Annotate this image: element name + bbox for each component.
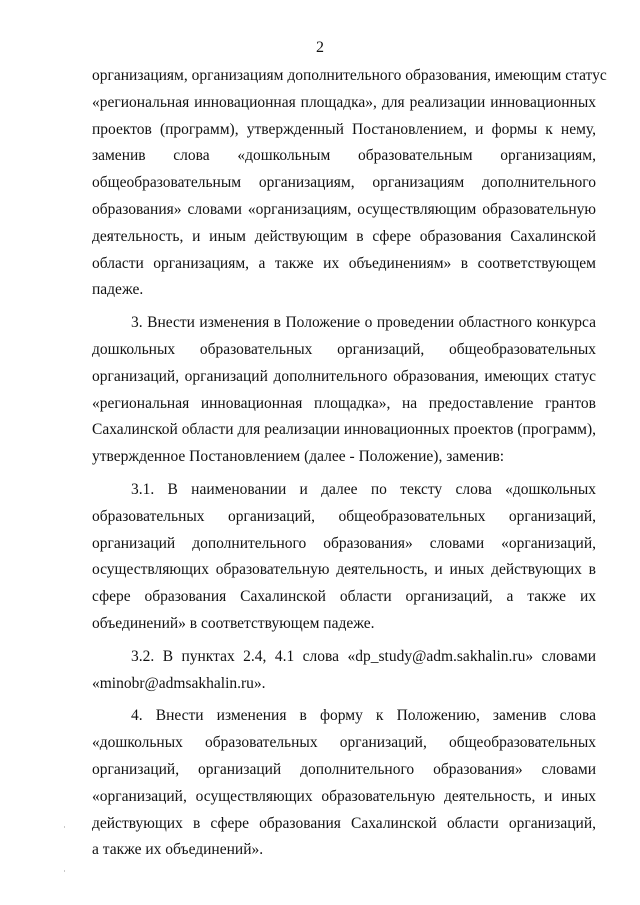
paragraph-item-3-2 — [92, 644, 596, 698]
text-line: заменив слова «дошкольным образовательным организациям, — [92, 147, 596, 165]
scan-artifact — [64, 870, 65, 872]
text-line: образовательных организаций, общеобразовательных организаций, — [92, 507, 596, 525]
text-line: организаций, организаций дополнительного образования» словами — [92, 760, 596, 778]
text-line: проектов (программ), утвержденный Постановлением, и формы к нему, — [92, 120, 596, 138]
text-line: действующих в сфере образования Сахалинской области организаций, — [92, 814, 596, 832]
text-line: 3.2. В пунктах 2.4, 4.1 слова «dp_study@adm.sakhalin.ru» словами — [131, 647, 596, 665]
text-line: общеобразовательным организациям, организациям дополнительного — [92, 174, 596, 192]
paragraph-item-4 — [92, 703, 596, 864]
paragraph-item-3 — [92, 310, 596, 471]
document-body — [92, 63, 607, 864]
text-line: сфере образования Сахалинской области организаций, а также их — [92, 588, 596, 606]
text-line: области организациям, а также их объединениям» в соответствующем — [92, 254, 596, 272]
paragraph-item-3-1 — [92, 477, 596, 638]
text-line: осуществляющих образовательную деятельность, и иных действующих в — [92, 561, 596, 579]
text-line: утвержденное Постановлением (далее - Положение), заменив: — [92, 448, 505, 466]
text-line: Сахалинской области для реализации инновационных проектов (программ), — [92, 421, 596, 439]
text-line: образования» словами «организациям, осуществляющим образовательную — [92, 200, 596, 218]
text-line: организаций, организаций дополнительного образования, имеющих статус — [92, 367, 596, 385]
text-line: а также их объединений». — [92, 841, 264, 859]
text-line: «дошкольных образовательных организаций, общеобразовательных — [92, 734, 596, 752]
text-line: объединений» в соответствующем падеже. — [92, 614, 375, 632]
text-line: дошкольных образовательных организаций, общеобразовательных — [92, 340, 596, 358]
text-line: 4. Внести изменения в форму к Положению, заменив слова — [131, 707, 596, 725]
text-line: деятельность, и иным действующим в сфере образования Сахалинской — [92, 227, 596, 245]
text-line: «minobr@admsakhalin.ru». — [92, 674, 266, 692]
text-line: падеже. — [92, 281, 144, 299]
text-line: «организаций, осуществляющих образовательную деятельность, и иных — [92, 787, 596, 805]
text-line: «региональная инновационная площадка», на предоставление грантов — [92, 394, 596, 412]
text-line: организациям, организациям дополнительного образования, имеющим статус — [92, 67, 607, 84]
scan-artifact — [64, 826, 65, 828]
text-line: 3. Внести изменения в Положение о проведении областного конкурса — [131, 314, 596, 332]
page-number: 2 — [316, 39, 324, 56]
paragraph-continuation — [92, 63, 607, 304]
text-line: организаций дополнительного образования» словами «организаций, — [92, 534, 596, 552]
text-line: 3.1. В наименовании и далее по тексту слова «дошкольных — [131, 480, 596, 498]
text-line: «региональная инновационная площадка», для реализации инновационных — [92, 93, 596, 111]
